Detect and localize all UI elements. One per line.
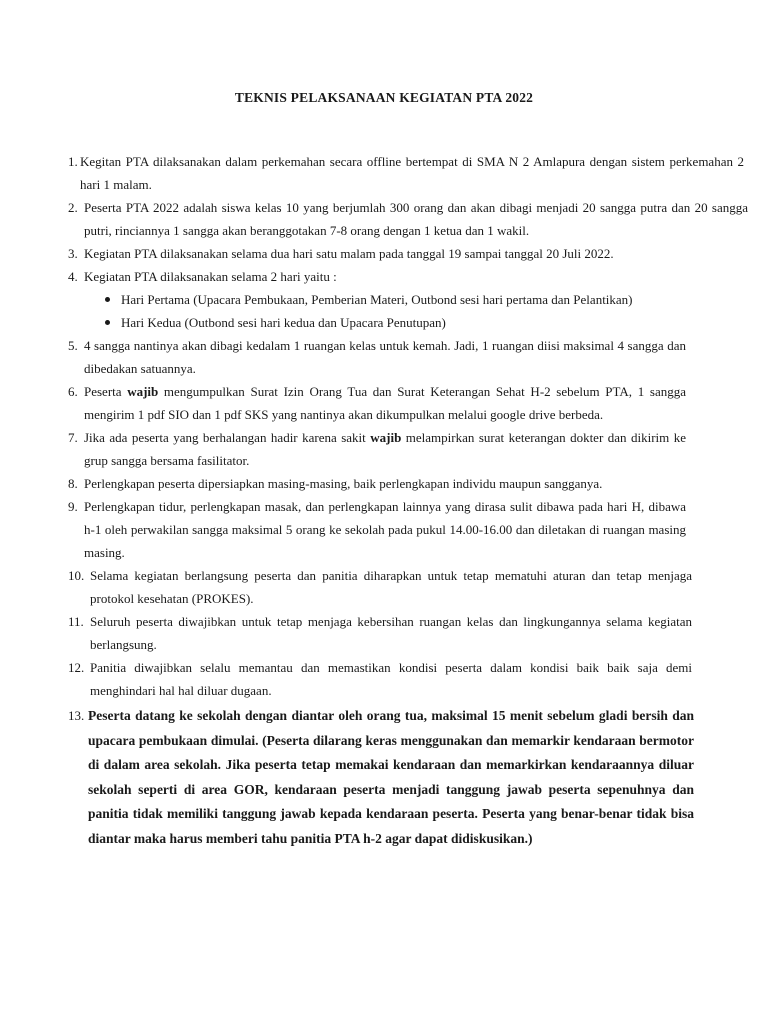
item-number: 10.	[68, 568, 85, 583]
item-text	[84, 426, 686, 472]
item-text: Peserta datang ke sekolah dengan diantar oleh orang tua, maksimal 15 menit sebelum gladi bersih dan upacara pembukaan dimulai. (Peserta dilarang keras menggunakan dan memarkir kendaraan bermotor di dalam area sekolah. Jika peserta tetap memakai kendaraan dan memarkirkan kendaraannya diluar sekolah seperti di area GOR, kendaraan peserta menjadi tanggung jawab peserta sepenuhnya dan panitia tidak memiliki tanggung jawab kepada kendaraan peserta. Peserta yang benar-benar tidak bisa diantar maka harus memberi tahu panitia PTA h-2 agar dapat didiskusikan.)	[88, 708, 694, 846]
list-item	[68, 656, 692, 702]
item-number: 7.	[68, 430, 78, 445]
item-number: 4.	[68, 269, 78, 284]
item-number: 8.	[68, 476, 78, 491]
day-bullets	[68, 288, 738, 334]
rules-list	[68, 150, 748, 851]
item-number: 11.	[68, 614, 84, 629]
item-number: 1.	[68, 154, 78, 169]
list-item	[68, 265, 748, 288]
item-text	[84, 380, 686, 426]
item-text: Seluruh peserta diwajibkan untuk tetap menjaga kebersihan ruangan kelas dan lingkungannya selama kegiatan berlangsung.	[90, 614, 692, 652]
item-text-part: Jika ada peserta yang berhalangan hadir karena sakit	[84, 430, 371, 445]
list-item	[68, 380, 686, 426]
bullet-item	[68, 311, 738, 334]
list-item	[68, 426, 686, 472]
list-item	[68, 472, 686, 495]
list-item	[68, 610, 692, 656]
list-item	[68, 495, 686, 564]
item-text: Selama kegiatan berlangsung peserta dan panitia diharapkan untuk tetap mematuhi aturan dan tetap menjaga protokol kesehatan (PROKES).	[90, 568, 692, 606]
bullet-text: Hari Pertama (Upacara Pembukaan, Pemberian Materi, Outbond sesi hari pertama dan Pelantikan)	[121, 292, 633, 307]
item-text: Peserta PTA 2022 adalah siswa kelas 10 yang berjumlah 300 orang dan akan dibagi menjadi 20 sangga putra dan 20 sangga putri, rinciannya 1 sangga akan beranggotakan 7-8 orang dengan 1 ketua dan 1 wakil.	[84, 200, 748, 238]
item-number: 2.	[68, 200, 78, 215]
list-item	[68, 704, 694, 851]
item-text-part: melampirkan surat keterangan dokter dan dikirim ke grup sangga bersama fasilitator.	[84, 430, 686, 468]
bullet-text: Hari Kedua (Outbond sesi hari kedua dan Upacara Penutupan)	[121, 315, 446, 330]
item-number: 13.	[68, 708, 85, 723]
item-text: Kegiatan PTA dilaksanakan selama 2 hari yaitu :	[84, 269, 337, 284]
emphasis-word: wajib	[370, 430, 402, 445]
item-number: 3.	[68, 246, 78, 261]
item-number: 6.	[68, 384, 78, 399]
item-text: Panitia diwajibkan selalu memantau dan memastikan kondisi peserta dalam kondisi baik baik saja demi menghindari hal hal diluar dugaan.	[90, 660, 692, 698]
emphasis-word: wajib	[127, 384, 159, 399]
item-text: Kegiatan PTA dilaksanakan selama dua hari satu malam pada tanggal 19 sampai tanggal 20 Juli 2022.	[84, 246, 614, 261]
list-item	[68, 196, 748, 242]
item-text: 4 sangga nantinya akan dibagi kedalam 1 ruangan kelas untuk kemah. Jadi, 1 ruangan diisi maksimal 4 sangga dan dibedakan satuannya.	[84, 338, 686, 376]
bullet-icon	[105, 297, 110, 302]
item-number: 5.	[68, 338, 78, 353]
item-text: Kegitan PTA dilaksanakan dalam perkemahan secara offline bertempat di SMA N 2 Amlapura dengan sistem perkemahan 2 hari 1 malam.	[80, 154, 744, 192]
item-text: Perlengkapan peserta dipersiapkan masing-masing, baik perlengkapan individu maupun sangganya.	[84, 476, 603, 491]
item-text: Perlengkapan tidur, perlengkapan masak, dan perlengkapan lainnya yang dirasa sulit dibawa pada hari H, dibawa h-1 oleh perwakilan sangga maksimal 5 orang ke sekolah pada pukul 14.00-16.00 dan diletakan di ruangan masing masing.	[84, 499, 686, 560]
item-number: 12.	[68, 660, 85, 675]
list-item	[68, 564, 692, 610]
list-item	[68, 334, 686, 380]
list-item	[68, 242, 748, 265]
item-text-part: mengumpulkan Surat Izin Orang Tua dan Surat Keterangan Sehat H-2 sebelum PTA, 1 sangga mengirim 1 pdf SIO dan 1 pdf SKS yang nantinya akan dikumpulkan melalui google drive berbeda.	[84, 384, 686, 422]
list-item	[68, 150, 744, 196]
item-text-part: Peserta	[84, 384, 128, 399]
document-title: TEKNIS PELAKSANAAN KEGIATAN PTA 2022	[234, 90, 534, 105]
bullet-icon	[105, 320, 110, 325]
item-number: 9.	[68, 499, 78, 514]
bullet-item	[68, 288, 738, 311]
